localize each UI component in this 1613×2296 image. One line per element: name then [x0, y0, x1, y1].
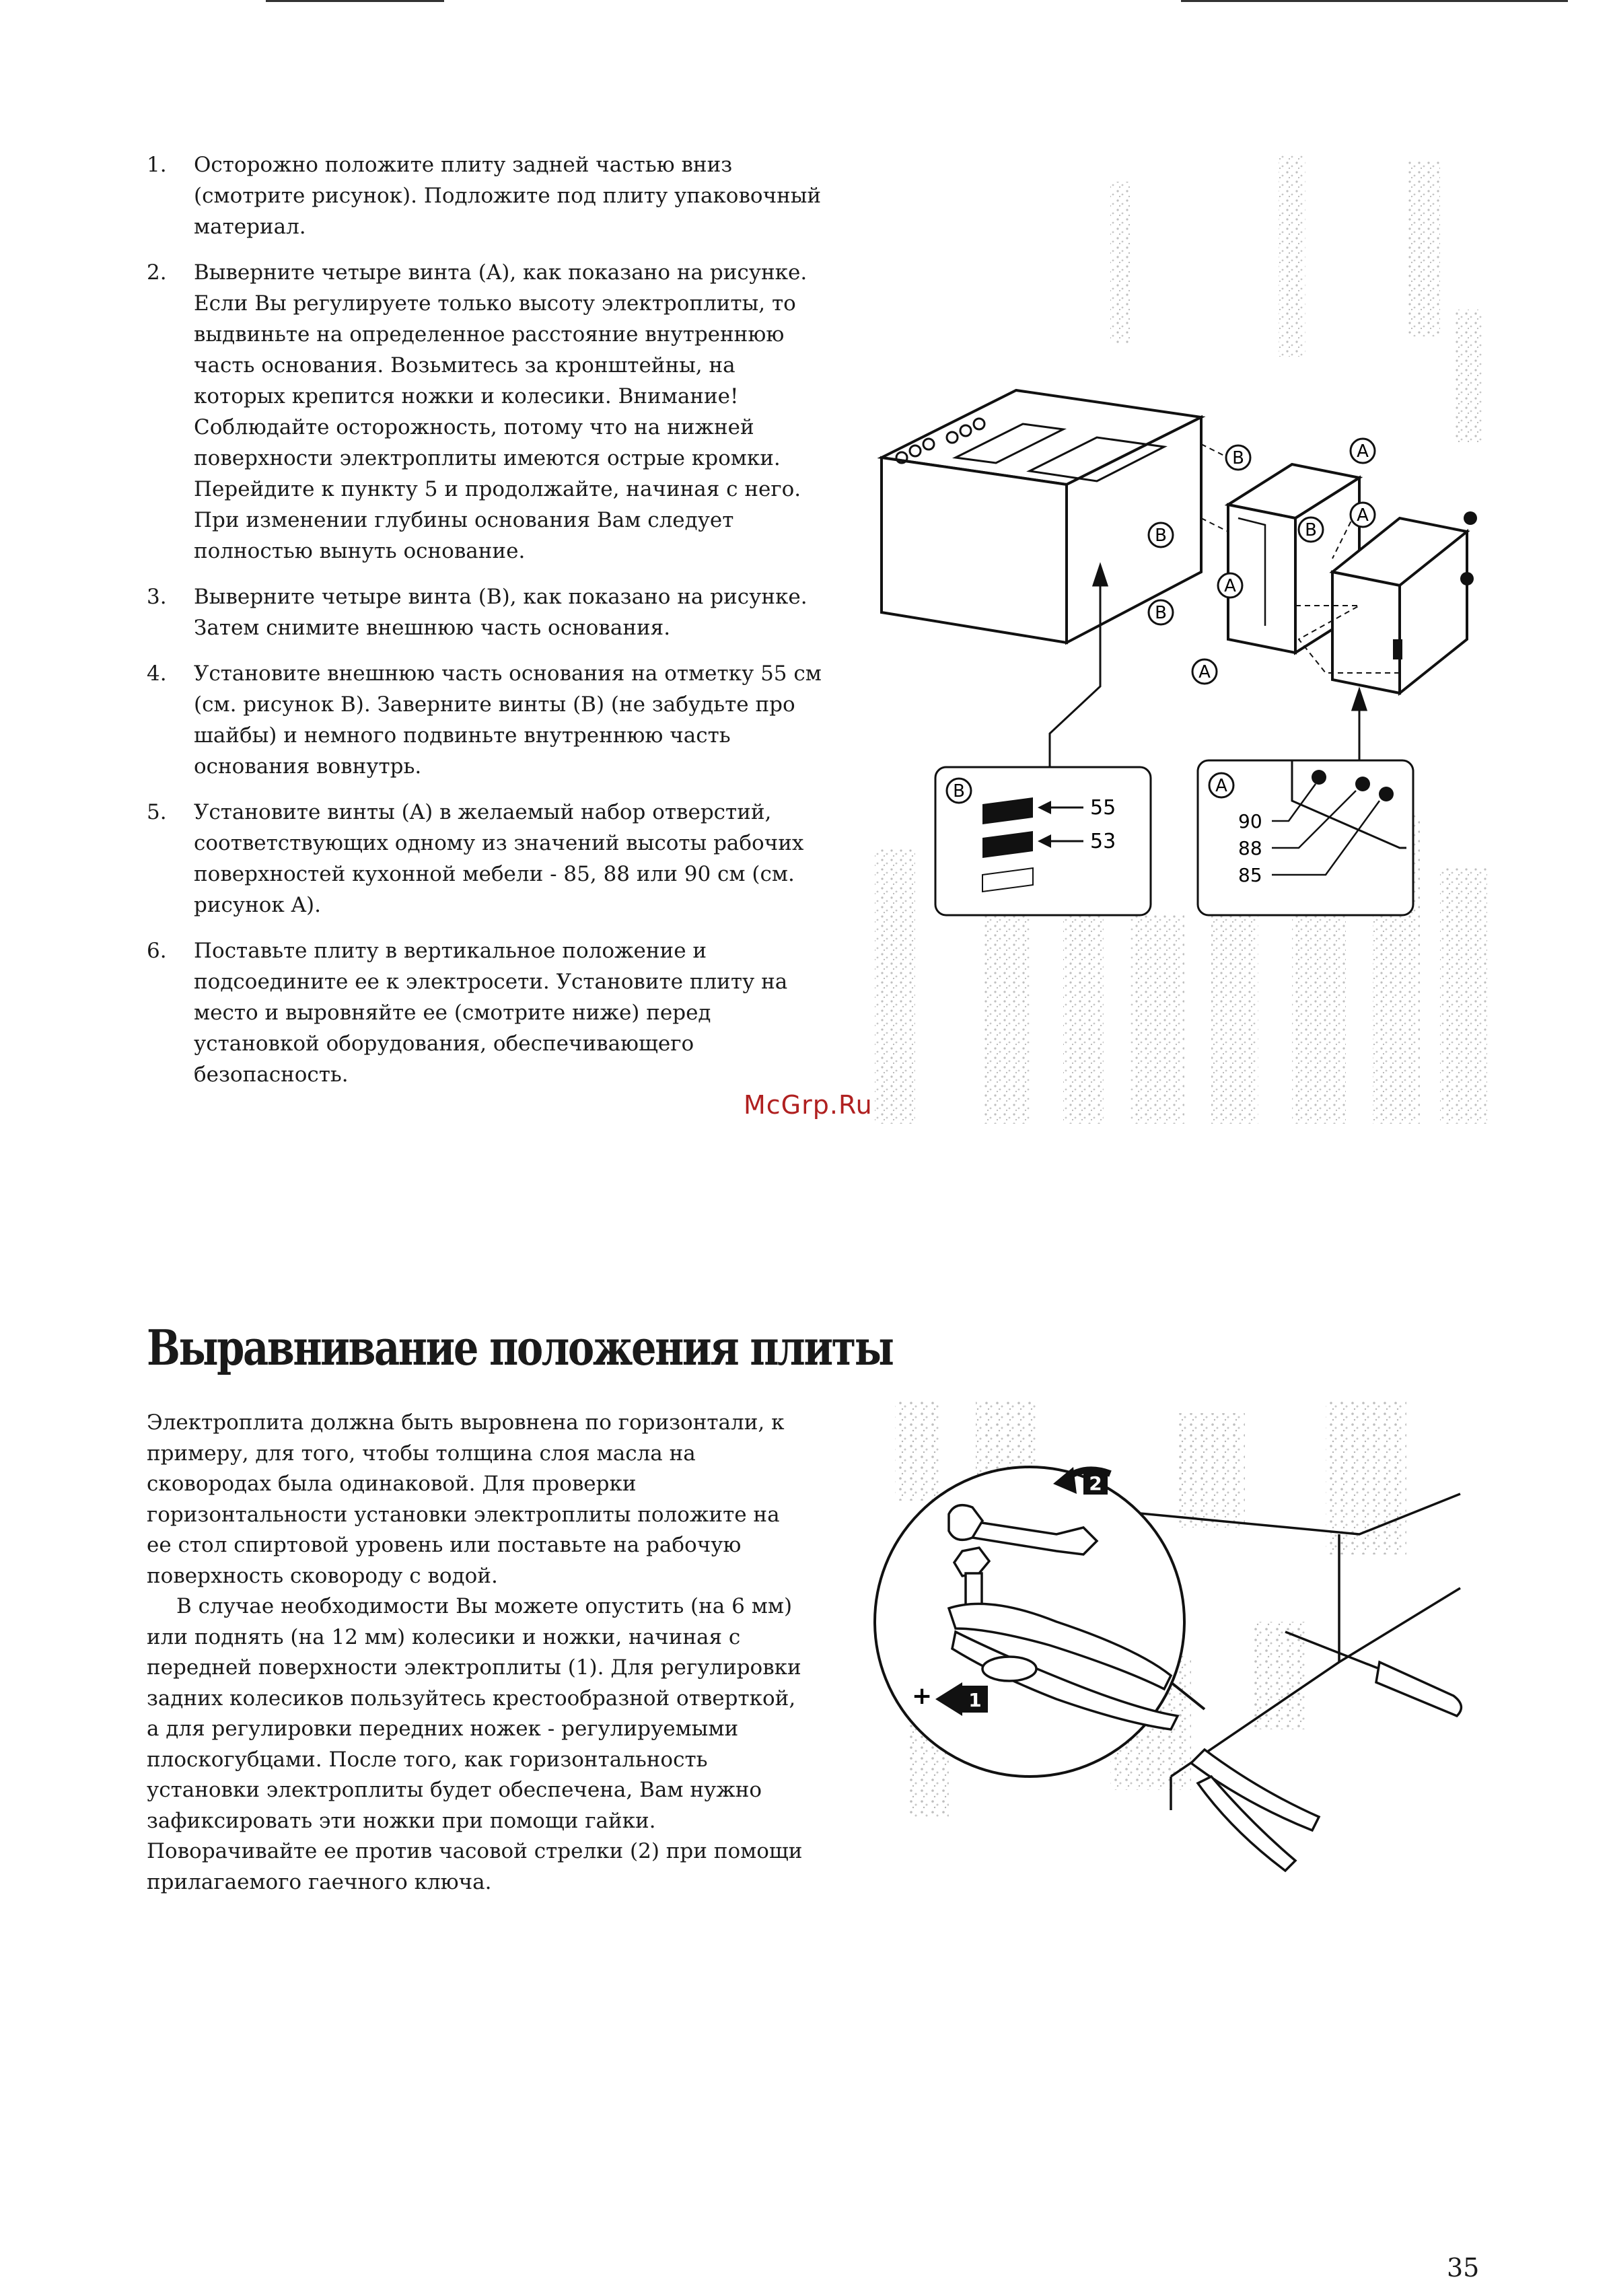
section-body [147, 1408, 810, 1898]
step-note: При изменении глубины основания Вам следует полностью вынуть основание. [194, 508, 734, 563]
mark-53-label: 53 [1090, 830, 1116, 853]
instruction-step [147, 257, 833, 567]
instruction-list [147, 149, 833, 1105]
screw-callout-label: B [1232, 448, 1244, 468]
page-number: 35 [1447, 2253, 1480, 2283]
height-85-label: 85 [1238, 864, 1262, 886]
section-title: Выравнивание положения плиты [147, 1319, 893, 1376]
screw-callout-label: B [1305, 520, 1317, 540]
top-rule-left [266, 0, 444, 2]
paragraph: Электроплита должна быть выровнена по горизонтали, к примеру, для того, чтобы толщина слоя масла на сковородах была одинаковой. Для проверки горизонтальности установки электроплиты положите на ее стол спиртовой уровень или поставьте на рабочую поверхность сковороду с водой. [147, 1410, 785, 1588]
instruction-step [147, 658, 833, 782]
detail-b-panel [935, 767, 1151, 915]
detail-a-label: A [1215, 776, 1227, 796]
step-number: 1. [147, 153, 167, 177]
screwdriver-icon [1285, 1632, 1461, 1716]
step-text: Поставьте плиту в вертикальное положение и подсоедините ее к электросети. Установите плиту на место и выровняйте ее (смотрите ниже) перед установкой оборудования, обеспечивающего безопасность. [194, 939, 788, 1087]
screw-callout-label: A [1198, 662, 1211, 682]
watermark: McGrp.Ru [744, 1090, 873, 1120]
height-88-label: 88 [1238, 837, 1262, 859]
step-number: 3. [147, 585, 167, 609]
screw-callout-label: A [1357, 441, 1369, 462]
step-text: Выверните четыре винта (A), как показано на рисунке. Если Вы регулируете только высоту электроплиты, то выдвиньте на определенное расстояние внутреннюю часть основания. Возьмитесь за кронштейны, на которых крепится ножки и колесики. Внимание! Соблюдайте осторожность, потому что на нижней поверхности электроплиты имеются острые кромки. Перейдите к пункту 5 и продолжайте, начиная с него. [194, 260, 808, 501]
step-text: Установите винты (A) в желаемый набор отверстий, соответствующих одному из значений высоты рабочих поверхностей кухонной мебели - 85, 88 или 90 см (см. рисунок A). [194, 800, 804, 917]
instruction-step [147, 581, 833, 643]
step-number: 5. [147, 800, 167, 824]
leveling-pliers-icon [1191, 1750, 1319, 1871]
screw-callout-label: A [1357, 505, 1369, 526]
step2-label: 2 [1089, 1472, 1102, 1495]
step-number: 2. [147, 260, 167, 285]
step1-label: 1 [968, 1689, 982, 1711]
top-rule-right [1181, 0, 1568, 2]
step-text: Установите внешнюю часть основания на отметку 55 см (см. рисунок B). Заверните винты (B) (не забудьте про шайбы) и немного подвиньте внутреннюю часть основания вовнутрь. [194, 661, 822, 779]
screw-callout-label: B [1155, 603, 1167, 623]
mark-55-label: 55 [1090, 796, 1116, 820]
detail-a-panel [1198, 760, 1413, 915]
screw-callout-label: B [1155, 526, 1167, 546]
plus-minus-sign: + [912, 1682, 933, 1710]
step-number: 6. [147, 939, 167, 963]
base-adjustment-figure [861, 141, 1494, 1131]
instruction-step [147, 935, 833, 1090]
step-text: Выверните четыре винта (B), как показано на рисунке. Затем снимите внешнюю часть основания. [194, 585, 808, 640]
leveling-figure [855, 1400, 1480, 1911]
screw-callout-label: A [1224, 576, 1236, 596]
instruction-step [147, 797, 833, 921]
height-90-label: 90 [1238, 810, 1262, 832]
instruction-step [147, 149, 833, 242]
detail-b-label: B [953, 781, 965, 801]
step-text: Осторожно положите плиту задней частью вниз (смотрите рисунок). Подложите под плиту упаковочный материал. [194, 153, 822, 239]
step-number: 4. [147, 661, 167, 686]
paragraph: В случае необходимости Вы можете опустить (на 6 мм) или поднять (на 12 мм) колесики и ножки, начиная с передней поверхности электроплиты (1). Для регулировки задних колесиков пользуйтесь крестообразной отверткой, а для регулировки передних ножек - регулируемыми плоскогубцами. После того, как горизонтальность установки электроплиты будет обеспечена, Вам нужно зафиксировать эти ножки при помощи гайки. Поворачивайте ее против часовой стрелки (2) при помощи прилагаемого гаечного ключа. [147, 1594, 803, 1894]
